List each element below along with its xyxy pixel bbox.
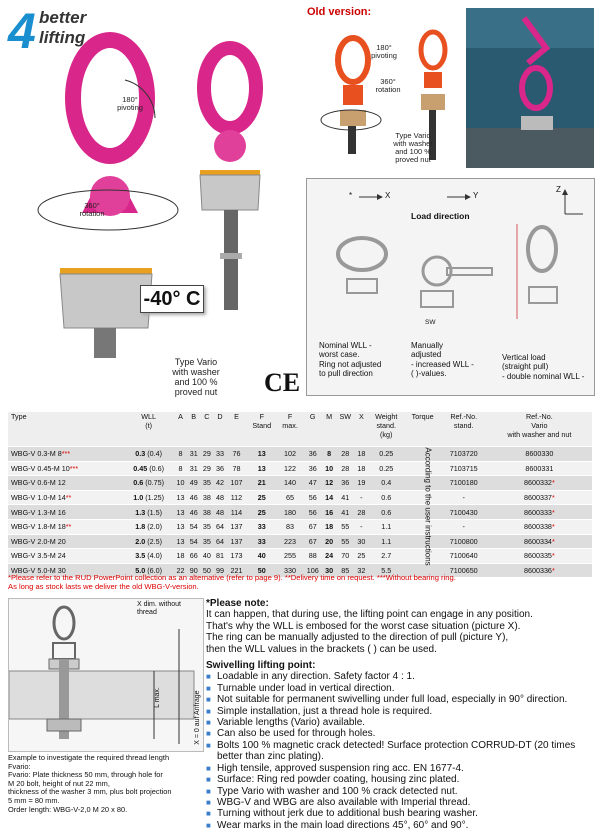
ref-vario-text: 8600332	[523, 478, 552, 488]
cell-g: 36	[303, 461, 323, 476]
cell-d: 48	[213, 505, 226, 520]
cell-m: 16	[323, 505, 336, 520]
cell-sw: 28	[336, 447, 355, 462]
footnote-1: *Please refer to the RUD PowerPoint collection as an alternative (refer to page 9). **Delivery time on request. ***Without bearing ring.	[8, 573, 456, 582]
footnotes	[8, 573, 598, 591]
cell-d: 64	[213, 534, 226, 549]
temperature-badge: -40° C	[140, 285, 204, 313]
ref-mark: *	[551, 566, 555, 576]
cell-ref-vario	[487, 549, 592, 564]
cell-wll	[123, 490, 174, 505]
cell-fmax: 180	[277, 505, 303, 520]
cell-e: 173	[227, 549, 247, 564]
cell-x: -	[355, 519, 368, 534]
x-axis-label: X	[385, 191, 391, 200]
logo-word-lifting: lifting	[39, 28, 86, 47]
cell-ref: 7100800	[441, 534, 487, 549]
col-header: Torque	[405, 412, 441, 447]
cell-sw: 70	[336, 549, 355, 564]
cell-ref-vario	[487, 476, 592, 491]
col-header: G	[303, 412, 323, 447]
cell-x: 25	[355, 549, 368, 564]
ref-mark: *	[551, 551, 555, 561]
cell-c: 50	[200, 563, 213, 577]
cell-c: 38	[200, 505, 213, 520]
cell-m: 8	[323, 447, 336, 462]
table-row	[8, 490, 592, 505]
wll-value: 0.3	[135, 449, 146, 459]
cell-b: 54	[187, 534, 200, 549]
cell-wll	[123, 549, 174, 564]
wll-value: 1.3	[135, 507, 146, 517]
cell-a: 13	[174, 519, 187, 534]
l-max-label: L max.	[153, 687, 161, 708]
y-axis-label: Y	[473, 191, 479, 200]
cell-wll	[123, 519, 174, 534]
cell-f: 40	[246, 549, 277, 564]
list-item: ■ Bolts 100 % magnetic crack detected! Surface protection CORRUD-DT (20 times better than zinc plating).	[206, 740, 598, 763]
wll-value: 3.5	[135, 551, 146, 561]
cell-d: 33	[213, 447, 226, 462]
cell-wll	[123, 461, 174, 476]
ref-vario-text: 8600336	[523, 566, 552, 576]
rotation-label-main: 360° rotation	[79, 201, 105, 218]
list-item: ■ Wear marks in the main load directions 45°, 60° and 90°.	[206, 820, 598, 831]
wll-adjusted-value: (0.6)	[149, 463, 165, 473]
list-item: ■ Variable lengths (Vario) available.	[206, 717, 598, 728]
table-row	[8, 447, 592, 462]
cell-ref-vario	[487, 519, 592, 534]
cell-g: 88	[303, 549, 323, 564]
type-vario-label-main: Type Vario with washer and 100 % proved nut	[172, 357, 220, 397]
cell-m: 12	[323, 476, 336, 491]
notes-section	[206, 598, 598, 831]
table-row	[8, 534, 592, 549]
col-header: M	[323, 412, 336, 447]
cell-w: 5.5	[368, 563, 405, 577]
cell-fmax: 122	[277, 461, 303, 476]
cell-a: 8	[174, 461, 187, 476]
list-item: ■ Not suitable for permanent swivelling under full load, especially in 90° direction.	[206, 694, 598, 705]
cell-sw: 85	[336, 563, 355, 577]
cell-type	[8, 476, 123, 491]
cell-c: 35	[200, 476, 213, 491]
wll-adjusted-value: (2.0)	[147, 522, 163, 532]
cell-g: 67	[303, 534, 323, 549]
cell-c: 38	[200, 490, 213, 505]
ref-vario-text: 8600330	[525, 449, 554, 459]
wll-adjusted-value: (4.0)	[147, 551, 163, 561]
type-mark: **	[65, 493, 72, 503]
cell-a: 8	[174, 447, 187, 462]
cell-f: 50	[246, 563, 277, 577]
cell-fmax: 102	[277, 447, 303, 462]
pivot-label-old: 180° pivoting	[371, 43, 397, 60]
cell-type	[8, 519, 123, 534]
wll-value: 2.0	[135, 536, 146, 546]
wll-value: 0.6	[133, 478, 144, 488]
col-header: B	[187, 412, 200, 447]
wll-value: 5.0	[135, 566, 146, 576]
cell-w: 0.6	[368, 505, 405, 520]
list-item: ■ Surface: Ring red powder coating, housing zinc plated.	[206, 774, 598, 785]
wll-adjusted-value: (1.25)	[145, 493, 165, 503]
cell-ref-vario	[487, 505, 592, 520]
list-item: ■ WBG-V and WBG are also available with Imperial thread.	[206, 797, 598, 808]
list-item: ■ Can also be used for through holes.	[206, 728, 598, 739]
please-note-line: That's why the WLL is embosed for the worst case situation (picture X).	[206, 620, 521, 632]
x-dim-label: X dim. without thread	[137, 601, 181, 616]
type-text: WBG-V 2.0-M 20	[11, 536, 66, 546]
cell-w: 1.1	[368, 519, 405, 534]
cell-sw: 28	[336, 461, 355, 476]
cell-sw: 55	[336, 519, 355, 534]
cell-x: 30	[355, 534, 368, 549]
cell-ref: -	[441, 490, 487, 505]
cell-type	[8, 534, 123, 549]
cell-x: 18	[355, 447, 368, 462]
thread-length-example: Example to investigate the required thread length Fvario: Fvario: Plate thickness 50 mm, through hole for M 20 bolt, height of nut 22 mm, thickness of the washer 3 mm, plus bolt projection 5 mm = 80 mm. Order length: WBG-V-2,0 M 20 x 80.	[8, 753, 172, 814]
cell-f: 25	[246, 505, 277, 520]
cell-ref-vario	[487, 490, 592, 505]
cell-fmax: 83	[277, 519, 303, 534]
cell-a: 13	[174, 490, 187, 505]
cell-fmax: 330	[277, 563, 303, 577]
cell-type	[8, 505, 123, 520]
col-header: A	[174, 412, 187, 447]
cell-d: 42	[213, 476, 226, 491]
swivel-title: Swivelling lifting point:	[206, 660, 316, 672]
cell-b: 31	[187, 447, 200, 462]
type-text: WBG-V 0.45-M 10	[11, 463, 70, 473]
torque-note: According to the user instructions	[423, 447, 433, 566]
cell-c: 35	[200, 519, 213, 534]
feature-list	[206, 671, 598, 831]
footnote-2: As long as stock lasts we deliver the old WBG-V-version.	[8, 582, 199, 591]
wll-adjusted-value: (6.0)	[147, 566, 163, 576]
main-product-illustration	[20, 28, 270, 388]
cell-x: 28	[355, 505, 368, 520]
cell-d: 81	[213, 549, 226, 564]
load-direction-panel	[306, 178, 595, 396]
cell-g: 67	[303, 519, 323, 534]
nominal-wll-note: Nominal WLL - worst case. Ring not adjusted to pull direction	[319, 341, 382, 379]
cell-sw: 55	[336, 534, 355, 549]
cell-e: 137	[227, 519, 247, 534]
col-header: X	[355, 412, 368, 447]
type-mark: ***	[69, 463, 79, 473]
cell-w: 0.25	[368, 461, 405, 476]
cell-f: 13	[246, 447, 277, 462]
cell-d: 64	[213, 519, 226, 534]
cell-m: 14	[323, 490, 336, 505]
cell-type	[8, 490, 123, 505]
cell-sw: 41	[336, 505, 355, 520]
col-header: Weight stand. (kg)	[368, 412, 405, 447]
cell-m: 18	[323, 519, 336, 534]
cell-wll	[123, 505, 174, 520]
ce-mark: CE	[264, 368, 301, 397]
cell-fmax: 255	[277, 549, 303, 564]
cell-type	[8, 447, 123, 462]
cell-w: 1.1	[368, 534, 405, 549]
col-header: Ref.-No. Vario with washer and nut	[487, 412, 592, 447]
usage-photo	[466, 8, 594, 168]
wll-value: 0.45	[133, 463, 148, 473]
cell-c: 35	[200, 534, 213, 549]
installation-drawing	[9, 599, 203, 751]
cell-d: 48	[213, 490, 226, 505]
cell-fmax: 140	[277, 476, 303, 491]
cell-w: 0.4	[368, 476, 405, 491]
cell-w: 0.25	[368, 447, 405, 462]
cell-fmax: 223	[277, 534, 303, 549]
cell-g: 56	[303, 505, 323, 520]
cell-ref-vario	[487, 447, 592, 462]
cell-w: 2.7	[368, 549, 405, 564]
cell-wll	[123, 476, 174, 491]
ref-vario-text: 8600331	[525, 463, 554, 473]
cell-g: 106	[303, 563, 323, 577]
ref-mark: *	[551, 522, 555, 532]
ref-vario-text: 8600335	[523, 551, 552, 561]
cell-f: 13	[246, 461, 277, 476]
type-text: WBG-V 5.0-M 30	[11, 566, 66, 576]
cell-f: 21	[246, 476, 277, 491]
type-text: WBG-V 0.3-M 8	[11, 449, 62, 459]
cell-b: 49	[187, 476, 200, 491]
spec-table	[8, 412, 592, 577]
pivot-label-main: 180° pivoting	[117, 95, 143, 112]
cell-ref: 7100640	[441, 549, 487, 564]
dimension-drawing	[8, 598, 204, 752]
vertical-load-note: Vertical load (straight pull) - double nominal WLL -	[502, 353, 585, 381]
cell-e: 78	[227, 461, 247, 476]
cell-b: 66	[187, 549, 200, 564]
list-item: ■ Turning without jerk due to additional bush bearing washer.	[206, 808, 598, 819]
wll-value: 1.8	[135, 522, 146, 532]
wll-adjusted-value: (1.5)	[147, 507, 163, 517]
col-header: D	[213, 412, 226, 447]
cell-e: 112	[227, 490, 247, 505]
type-mark: **	[65, 522, 72, 532]
cell-ref: -	[441, 519, 487, 534]
cell-a: 10	[174, 476, 187, 491]
table-row	[8, 519, 592, 534]
cell-b: 31	[187, 461, 200, 476]
cell-g: 56	[303, 490, 323, 505]
cell-b: 54	[187, 519, 200, 534]
cell-e: 107	[227, 476, 247, 491]
please-note-line: The ring can be manually adjusted to the direction of pull (picture Y),	[206, 632, 509, 644]
cell-type	[8, 461, 123, 476]
cell-g: 36	[303, 447, 323, 462]
cell-fmax: 65	[277, 490, 303, 505]
torque-note-cell	[420, 448, 434, 570]
col-header: F Stand	[246, 412, 277, 447]
cell-c: 29	[200, 447, 213, 462]
cell-m: 30	[323, 563, 336, 577]
type-text: WBG-V 1.8-M 18	[11, 522, 66, 532]
list-item: ■ Turnable under load in vertical direction.	[206, 683, 598, 694]
cell-e: 137	[227, 534, 247, 549]
cell-m: 24	[323, 549, 336, 564]
cell-d: 36	[213, 461, 226, 476]
z-axis-label: Z	[556, 185, 561, 194]
cell-f: 33	[246, 534, 277, 549]
ref-vario-text: 8600337	[523, 493, 552, 503]
col-header: WLL (t)	[123, 412, 174, 447]
sw-label: SW	[425, 319, 436, 326]
cell-wll	[123, 447, 174, 462]
cell-x: -	[355, 490, 368, 505]
cell-b: 90	[187, 563, 200, 577]
ref-mark: *	[551, 478, 555, 488]
cell-a: 13	[174, 505, 187, 520]
cell-x: 18	[355, 461, 368, 476]
wll-adjusted-value: (2.5)	[147, 536, 163, 546]
col-header: Type	[8, 412, 123, 447]
cell-ref: 7100430	[441, 505, 487, 520]
cell-ref: 7103715	[441, 461, 487, 476]
ref-mark: *	[551, 507, 555, 517]
cell-ref: 7100650	[441, 563, 487, 577]
list-item: ■ Loadable in any direction. Safety factor 4 : 1.	[206, 671, 598, 682]
type-mark: ***	[61, 449, 71, 459]
col-header: Ref.-No. stand.	[441, 412, 487, 447]
wll-value: 1.0	[133, 493, 144, 503]
cell-c: 29	[200, 461, 213, 476]
type-vario-label-old: Type Vario with washer and 100 % proved nut	[393, 131, 433, 164]
please-note-title: *Please note:	[206, 598, 269, 609]
ref-vario-text: 8600338	[523, 522, 552, 532]
logo-word-better: better	[39, 8, 87, 27]
cell-a: 13	[174, 534, 187, 549]
cell-m: 10	[323, 461, 336, 476]
list-item: ■ Simple installation, just a thread hole is required.	[206, 706, 598, 717]
old-version-heading: Old version:	[307, 6, 372, 18]
cell-g: 47	[303, 476, 323, 491]
load-direction-title: Load direction	[411, 211, 470, 221]
logo-digit: 4	[8, 3, 36, 59]
cell-x: 32	[355, 563, 368, 577]
manual-adjust-note: Manually adjusted - increased WLL - ( )-values.	[411, 341, 474, 379]
cell-w: 0.6	[368, 490, 405, 505]
cell-x: 19	[355, 476, 368, 491]
rotation-label-old: 360° rotation	[375, 77, 401, 94]
cell-f: 25	[246, 490, 277, 505]
col-header: F max.	[277, 412, 303, 447]
cell-b: 46	[187, 505, 200, 520]
x-zero-label: X = 0 auf Anfrage	[193, 690, 201, 745]
table-row	[8, 549, 592, 564]
cell-e: 114	[227, 505, 247, 520]
cell-ref-vario	[487, 534, 592, 549]
table-header-row	[8, 412, 592, 447]
type-text: WBG-V 1.3-M 16	[11, 507, 66, 517]
cell-sw: 41	[336, 490, 355, 505]
col-header: C	[200, 412, 213, 447]
cell-type	[8, 549, 123, 564]
cell-ref: 7100180	[441, 476, 487, 491]
ref-vario-text: 8600334	[523, 536, 552, 546]
cell-sw: 36	[336, 476, 355, 491]
cell-e: 76	[227, 447, 247, 462]
cell-b: 46	[187, 490, 200, 505]
type-text: WBG-V 1.0-M 14	[11, 493, 66, 503]
cell-wll	[123, 534, 174, 549]
cell-e: 221	[227, 563, 247, 577]
cell-f: 33	[246, 519, 277, 534]
type-text: WBG-V 3.5-M 24	[11, 551, 66, 561]
star-marker: *	[349, 191, 353, 200]
please-note-line: It can happen, that during use, the lifting point can engage in any position.	[206, 609, 533, 621]
wll-adjusted-value: (0.4)	[147, 449, 163, 459]
cell-a: 18	[174, 549, 187, 564]
ref-vario-text: 8600333	[523, 507, 552, 517]
cell-c: 40	[200, 549, 213, 564]
list-item: ■ High tensile, approved suspension ring acc. EN 1677-4.	[206, 763, 598, 774]
table-row	[8, 476, 592, 491]
cell-a: 22	[174, 563, 187, 577]
col-header: SW	[336, 412, 355, 447]
wll-adjusted-value: (0.75)	[145, 478, 165, 488]
cell-d: 99	[213, 563, 226, 577]
cell-ref: 7103720	[441, 447, 487, 462]
col-header: E	[227, 412, 247, 447]
type-text: WBG-V 0.6-M 12	[11, 478, 66, 488]
ref-mark: *	[551, 536, 555, 546]
ref-mark: *	[551, 493, 555, 503]
please-note-line: then the WLL values in the brackets ( ) can be used.	[206, 643, 437, 655]
list-item: ■ Type Vario with washer and 100 % crack detected nut.	[206, 786, 598, 797]
cell-ref-vario	[487, 461, 592, 476]
table-row	[8, 505, 592, 520]
cell-m: 20	[323, 534, 336, 549]
table-row	[8, 461, 592, 476]
